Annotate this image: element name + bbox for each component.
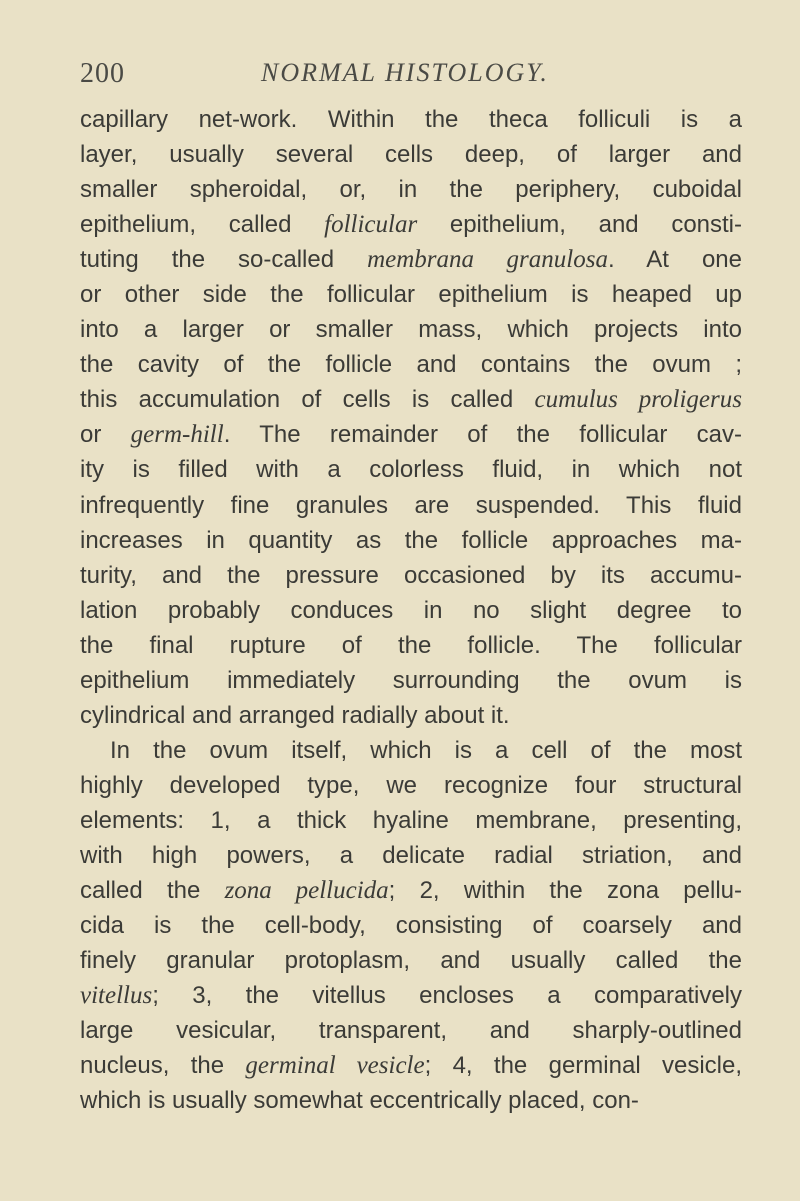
text-run: or other side the follicular epithelium is heaped up (80, 281, 742, 309)
text-run: the final rupture of the follicle. The follicular (80, 631, 742, 659)
text-run: or (80, 421, 131, 449)
text-run: layer, usually several cells deep, of larger and (80, 141, 742, 169)
text-line (80, 102, 742, 137)
text-run: nucleus, the (80, 1052, 246, 1080)
text-run: increases in quantity as the follicle approaches ma- (80, 526, 742, 554)
text-line (80, 768, 742, 803)
text-line (80, 558, 742, 593)
text-line (80, 488, 742, 523)
text-line (80, 242, 742, 277)
text-line (80, 593, 742, 628)
text-run: turity, and the pressure occasioned by its accumu- (80, 561, 742, 589)
text-line (80, 1048, 742, 1083)
text-run: epithelium, and consti- (417, 211, 743, 239)
text-run: finely granular protoplasm, and usually called the (80, 947, 742, 975)
text-run: . The remainder of the follicular cav- (223, 421, 742, 449)
text-run: ity is filled with a colorless fluid, in which not (80, 456, 742, 484)
text-run: with high powers, a delicate radial striation, and (80, 841, 742, 869)
text-run: called the (80, 877, 225, 905)
italic-term: membrana granulosa (367, 246, 608, 274)
body-text (80, 102, 742, 1118)
text-line (80, 207, 742, 242)
text-run: large vesicular, transparent, and sharply-outlined (80, 1017, 742, 1045)
text-run: tuting the so-called (80, 246, 368, 274)
text-run: lation probably conduces in no slight degree to (80, 596, 742, 624)
italic-term: germinal vesicle (245, 1052, 425, 1080)
text-run: epithelium, called (80, 211, 325, 239)
text-run: highly developed type, we recognize four structural (80, 771, 742, 799)
text-line (80, 803, 742, 838)
text-run: In the ovum itself, which is a cell of the most (110, 736, 742, 764)
text-run: ; 2, within the zona pellu- (388, 877, 743, 905)
text-line (80, 873, 742, 908)
text-line (80, 908, 742, 943)
text-run: capillary net-work. Within the theca folliculi is a (80, 106, 742, 133)
text-run: cida is the cell-body, consisting of coarsely and (80, 912, 742, 940)
text-run: elements: 1, a thick hyaline membrane, presenting, (80, 806, 742, 834)
italic-term: zona pellucida (224, 877, 389, 905)
italic-term: germ-hill (130, 421, 224, 449)
text-line (80, 347, 742, 382)
text-line (80, 277, 742, 312)
text-line (80, 978, 742, 1013)
text-line (80, 698, 742, 733)
italic-term: follicular (324, 211, 418, 239)
text-line (80, 733, 742, 768)
italic-term: cumulus proligerus (534, 386, 742, 414)
text-line (80, 312, 742, 347)
text-run: which is usually somewhat eccentrically placed, con- (80, 1087, 639, 1115)
text-run: infrequently fine granules are suspended. This fluid (80, 491, 742, 519)
text-run: this accumulation of cells is called (80, 386, 535, 414)
text-run: the cavity of the follicle and contains the ovum ; (80, 351, 742, 379)
italic-term: vitellus (80, 982, 153, 1010)
text-run: epithelium immediately surrounding the ovum is (80, 666, 742, 694)
running-head (80, 58, 740, 94)
text-line (80, 382, 742, 417)
text-line (80, 838, 742, 873)
text-line (80, 417, 742, 452)
text-line (80, 172, 742, 207)
text-line (80, 523, 742, 558)
text-line (80, 137, 742, 172)
text-line (80, 1013, 742, 1048)
text-line (80, 628, 742, 663)
text-run: . At one (607, 246, 742, 274)
text-line (80, 1083, 742, 1118)
text-run: ; 3, the vitellus encloses a comparatively (152, 982, 742, 1010)
running-title: NORMAL HISTOLOGY. (261, 58, 549, 87)
page-number: 200 (80, 58, 125, 89)
text-line (80, 943, 742, 978)
text-run: smaller spheroidal, or, in the periphery, cuboidal (80, 176, 742, 204)
text-run: into a larger or smaller mass, which projects into (80, 316, 742, 344)
text-line (80, 663, 742, 698)
text-run: cylindrical and arranged radially about it. (80, 701, 510, 729)
text-line (80, 452, 742, 487)
text-run: ; 4, the germinal vesicle, (424, 1052, 742, 1080)
